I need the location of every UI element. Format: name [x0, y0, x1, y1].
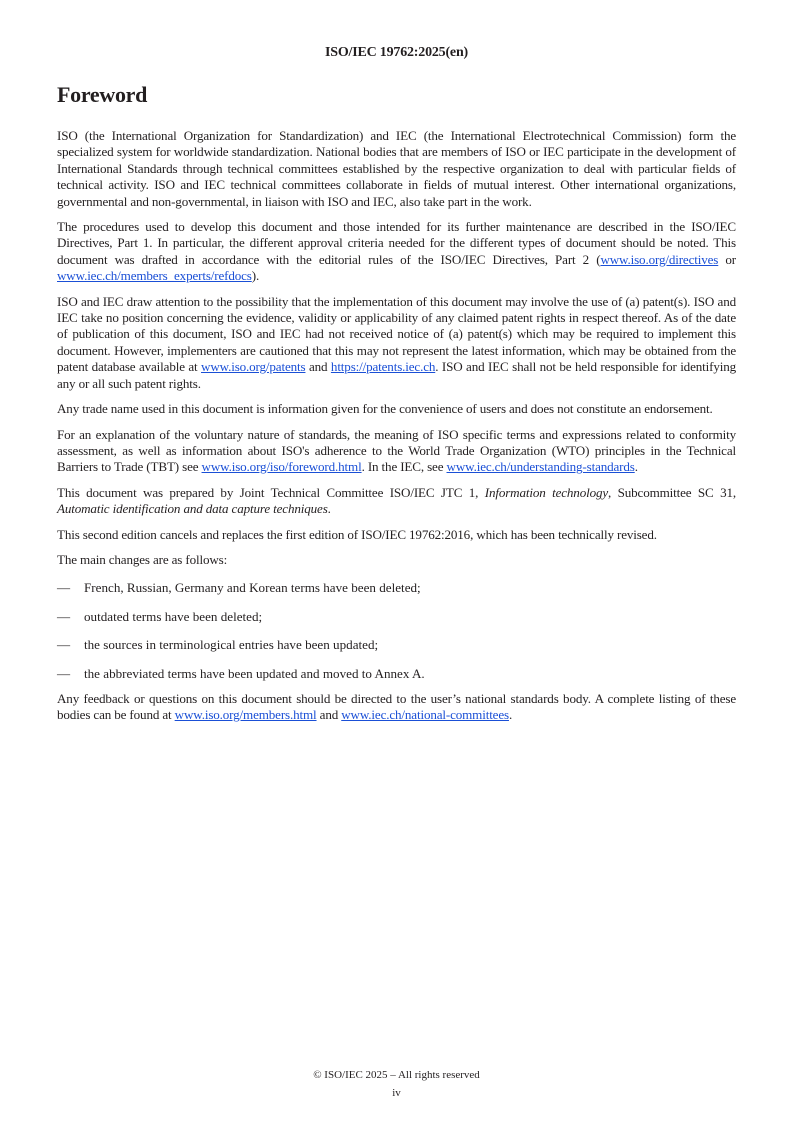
- copyright-notice: © ISO/IEC 2025 – All rights reserved: [313, 1069, 480, 1081]
- running-header: ISO/IEC 19762:2025(en): [325, 45, 468, 60]
- dash-marker: —: [57, 665, 71, 681]
- list-item: — the abbreviated terms have been updated and moved to Annex A.: [57, 665, 425, 681]
- link-iso-foreword[interactable]: www.iso.org/iso/foreword.html: [201, 459, 362, 475]
- list-item: — French, Russian, Germany and Korean terms have been deleted;: [57, 580, 421, 596]
- paragraph-changes-intro: The main changes are as follows:: [57, 551, 228, 567]
- paragraph-feedback: Any feedback or questions on this document should be directed to the user’s national standards body. A complete listing of these bodies can be found at www.iso.org/members.html and www.iec.ch/national-committees.: [57, 690, 736, 723]
- list-item: — the sources in terminological entries have been updated;: [57, 637, 379, 653]
- page-title: Foreword: [57, 82, 148, 107]
- link-iec-patents[interactable]: https://patents.iec.ch: [330, 359, 436, 375]
- paragraph-organizations: ISO (the International Organization for Standardization) and IEC (the International Electrotechnical Commission) form the specialized system for worldwide standardization. National bodies that are members of ISO or IEC participate in the development of International Standards through technical committees established by the respective organization to deal with particular fields of technical activity. ISO and IEC technical committees collaborate in fields of mutual interest. Other international organizations, governmental and non-governmental, in liaison with ISO and IEC, also take part in the work.: [57, 128, 736, 209]
- dash-marker: —: [57, 608, 71, 624]
- page-number: iv: [392, 1087, 401, 1099]
- page-footer: [0, 1066, 793, 1102]
- paragraph-committee: This document was prepared by Joint Technical Committee ISO/IEC JTC 1, Information technology, Subcommittee SC 31, Automatic identification and data capture techniques.: [57, 484, 736, 517]
- dash-marker: —: [57, 637, 71, 653]
- changes-list: [57, 580, 736, 682]
- paragraph-procedures: The procedures used to develop this document and those intended for its further maintenance are described in the ISO/IEC Directives, Part 1. In particular, the different approval criteria needed for the different types of document should be noted. This document was drafted in accordance with the editorial rules of the ISO/IEC Directives, Part 2 (www.iso.org/directives or www.iec.ch/members_experts/refdocs).: [57, 219, 736, 284]
- foreword-body: [57, 128, 736, 733]
- link-iso-directives[interactable]: www.iso.org/directives: [600, 251, 719, 267]
- link-iec-national-committees[interactable]: www.iec.ch/national-committees: [341, 707, 509, 723]
- paragraph-edition: This second edition cancels and replaces the first edition of ISO/IEC 19762:2016, which has been technically revised.: [57, 526, 657, 542]
- link-iso-members[interactable]: www.iso.org/members.html: [174, 707, 317, 723]
- list-item: — outdated terms have been deleted;: [57, 608, 263, 624]
- link-iso-patents[interactable]: www.iso.org/patents: [201, 359, 306, 375]
- dash-marker: —: [57, 580, 71, 596]
- link-iec-refdocs[interactable]: www.iec.ch/members_experts/refdocs: [57, 268, 252, 284]
- link-iec-understanding-standards[interactable]: www.iec.ch/understanding-standards: [446, 459, 635, 475]
- paragraph-voluntary-nature: For an explanation of the voluntary nature of standards, the meaning of ISO specific terms and expressions related to conformity assessment, as well as information about ISO's adherence to the World Trade Organization (WTO) principles in the Technical Barriers to Trade (TBT) see www.iso.org/iso/foreword.html. In the IEC, see www.iec.ch/understanding-standards.: [57, 426, 736, 475]
- paragraph-patents: ISO and IEC draw attention to the possibility that the implementation of this document may involve the use of (a) patent(s). ISO and IEC take no position concerning the evidence, validity or applicability of any claimed patent rights in respect thereof. As of the date of publication of this document, ISO and IEC had not received notice of (a) patent(s) which may be required to implement this document. However, implementers are cautioned that this may not represent the latest information, which may be obtained from the patent database available at www.iso.org/patents and https://patents.iec.ch. ISO and IEC shall not be held responsible for identifying any or all such patent rights.: [57, 293, 736, 391]
- paragraph-trade-name: Any trade name used in this document is information given for the convenience of users and does not constitute an endorsement.: [57, 401, 713, 417]
